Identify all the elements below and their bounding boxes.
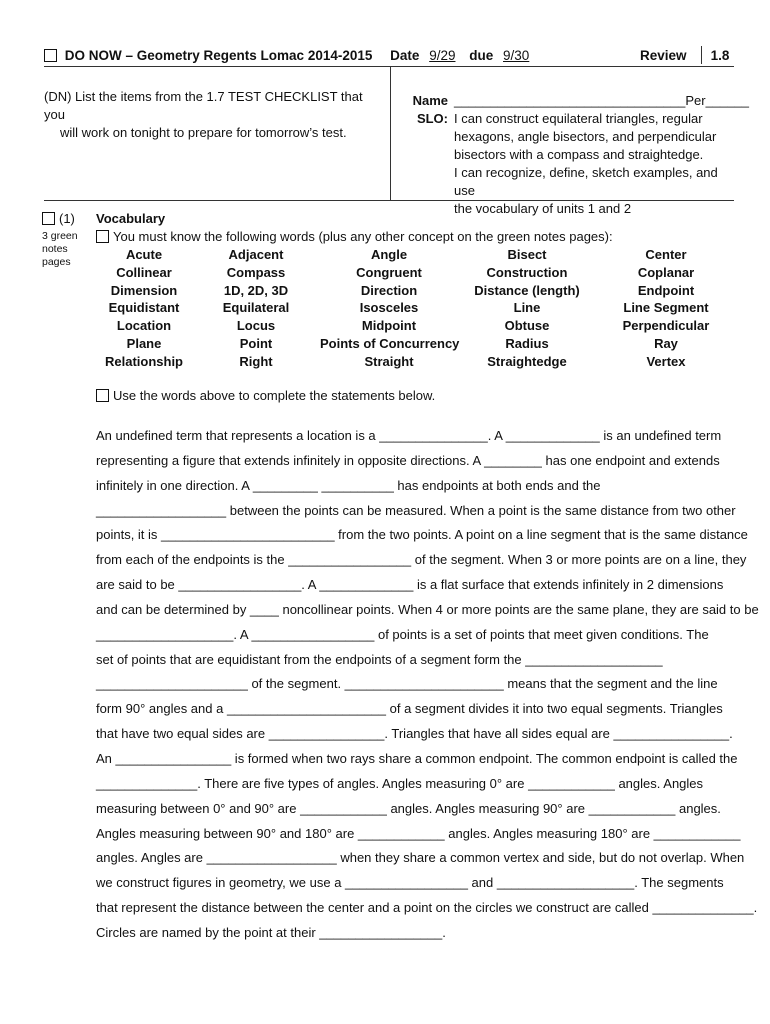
vocab-word: Locus <box>236 318 276 334</box>
vocab-word: Right <box>239 353 273 369</box>
paragraph-line[interactable]: infinitely in one direction. A _________ __________ has endpoints at both ends and the <box>96 477 601 493</box>
paragraph-line[interactable]: that have two equal sides are ________________. Triangles that have all sides equal are ________________. <box>96 726 733 742</box>
vocab-word: Vertex <box>646 353 686 369</box>
paragraph-line[interactable]: from each of the endpoints is the _________________ of the segment. When 3 or more points are on a line, they <box>96 552 747 568</box>
fill-in-paragraph <box>96 424 759 946</box>
slo-text <box>454 110 730 218</box>
paragraph-line[interactable]: form 90° angles and a ______________________ of a segment divides it into two equal segments. Triangles <box>96 701 723 717</box>
vocab-word: Location <box>116 318 172 334</box>
slo-line: I can recognize, define, sketch examples, and use <box>454 165 718 198</box>
vocabulary-heading: Vocabulary <box>96 211 166 226</box>
paragraph-line[interactable]: ______________. There are five types of angles. Angles measuring 0° are ____________ angles. Angles <box>96 775 704 791</box>
paragraph-line[interactable]: Circles are named by the point at their _________________. <box>96 924 446 940</box>
slo-label: SLO: <box>416 111 448 126</box>
vocab-word: Obtuse <box>504 318 550 334</box>
side-note-line: notes <box>42 243 68 255</box>
paragraph-line[interactable]: angles. Angles are __________________ when they share a common vertex and side, but do not overlap. When <box>96 850 745 866</box>
vocabulary-word-grid <box>96 246 736 371</box>
section-1-checkbox[interactable] <box>42 212 55 225</box>
paragraph-line[interactable]: An ________________ is formed when two rays share a common endpoint. The common endpoint is called the <box>96 750 738 766</box>
date-value: 9/29 <box>429 48 456 63</box>
paragraph-line[interactable]: _____________________ of the segment. ______________________ means that the segment and the line <box>96 676 718 692</box>
vocab-word: Adjacent <box>228 247 284 262</box>
vocab-word: Relationship <box>104 353 183 369</box>
dn-divider <box>390 67 391 201</box>
vocab-word: Line Segment <box>623 300 709 316</box>
header-underline <box>44 66 734 67</box>
paragraph-line[interactable]: set of points that are equidistant from the endpoints of a segment form the ___________________ <box>96 651 663 667</box>
vocab-word: Line <box>513 300 541 316</box>
review-divider <box>701 46 702 64</box>
worksheet-title: DO NOW – Geometry Regents Lomac 2014-2015 <box>64 48 373 63</box>
review-label: Review <box>640 48 687 63</box>
vocab-word: Equilateral <box>222 300 290 316</box>
paragraph-line[interactable]: are said to be _________________. A _____________ is a flat surface that extends infinitely in 2 dimensions <box>96 577 724 593</box>
name-field[interactable]: ________________________________Per______ <box>454 93 749 108</box>
due-label: due <box>469 48 494 63</box>
paragraph-line[interactable]: An undefined term that represents a location is a _______________. A _____________ is an undefined term <box>96 428 722 443</box>
paragraph-line[interactable]: representing a figure that extends infinitely in opposite directions. A ________ has one endpoint and extends <box>96 452 720 468</box>
vocab-word: Collinear <box>116 264 172 280</box>
use-words-text: Use the words above to complete the statements below. <box>113 388 436 403</box>
review-value: 1.8 <box>710 48 730 63</box>
vocab-word: Straightedge <box>487 353 567 369</box>
vocab-word: Center <box>645 247 687 262</box>
section-1-number: (1) <box>59 211 75 226</box>
vocab-word: Construction <box>486 264 568 280</box>
vocab-word: 1D, 2D, 3D <box>223 282 289 298</box>
paragraph-line[interactable]: ___________________. A _________________ of points is a set of points that meet given conditions. The <box>96 626 709 642</box>
vocab-word: Distance (length) <box>474 282 580 298</box>
vocab-word: Angle <box>370 247 408 262</box>
slo-line: bisectors with a compass and straightedge. <box>454 147 704 162</box>
header-bar <box>44 48 734 68</box>
date-label: Date <box>390 48 420 63</box>
vocab-word: Midpoint <box>361 318 417 334</box>
section-divider <box>44 200 734 201</box>
side-note-line: 3 green <box>42 230 78 242</box>
paragraph-line[interactable]: measuring between 0° and 90° are ____________ angles. Angles measuring 90° are ____________ angles. <box>96 800 721 816</box>
paragraph-line[interactable]: Angles measuring between 90° and 180° are ____________ angles. Angles measuring 180° are ____________ <box>96 825 741 841</box>
vocab-word: Points of Concurrency <box>320 335 460 351</box>
vocab-word: Dimension <box>110 282 178 298</box>
dn-line-1: (DN) List the items from the 1.7 TEST CHECKLIST that you <box>44 89 363 122</box>
paragraph-line[interactable]: points, it is ________________________ from the two points. A point on a line segment that is the same distance <box>96 527 748 543</box>
vocab-word: Congruent <box>356 264 422 280</box>
vocab-word: Coplanar <box>637 264 695 280</box>
vocab-word: Equidistant <box>108 300 180 316</box>
side-note-line: pages <box>42 256 71 268</box>
vocab-word: Plane <box>126 335 162 351</box>
vocab-word: Endpoint <box>637 282 695 298</box>
name-label: Name <box>412 93 448 108</box>
paragraph-line[interactable]: and can be determined by ____ noncollinear points. When 4 or more points are the same plane, they are said to be <box>96 601 759 617</box>
vocab-word: Bisect <box>507 247 547 262</box>
vocab-word: Compass <box>226 264 286 280</box>
dn-instructions <box>44 88 384 142</box>
vocabulary-instruction: You must know the following words (plus any other concept on the green notes pages): <box>113 229 613 244</box>
section-1-side <box>42 210 90 269</box>
paragraph-line[interactable]: we construct figures in geometry, we use a _________________ and ___________________. The segments <box>96 875 724 891</box>
vocab-word: Acute <box>125 247 163 262</box>
vocab-word: Radius <box>505 335 549 351</box>
vocab-word: Isosceles <box>359 300 419 316</box>
use-words-instruction <box>96 388 435 403</box>
vocab-word: Ray <box>654 335 678 351</box>
vocabulary-checkbox[interactable] <box>96 230 109 243</box>
dn-line-2: will work on tonight to prepare for tomorrow’s test. <box>60 125 347 140</box>
vocab-word: Perpendicular <box>622 318 710 334</box>
slo-line: I can construct equilateral triangles, regular <box>454 111 703 126</box>
use-words-checkbox[interactable] <box>96 389 109 402</box>
do-now-checkbox[interactable] <box>44 49 57 62</box>
paragraph-line[interactable]: __________________ between the points can be measured. When a point is the same distance from two other <box>96 502 736 518</box>
vocabulary-section <box>96 210 736 246</box>
vocab-word: Point <box>239 335 273 351</box>
vocab-word: Straight <box>364 353 414 369</box>
slo-line: hexagons, angle bisectors, and perpendicular <box>454 129 717 144</box>
paragraph-line[interactable]: that represent the distance between the center and a point on the circles we construct are called ______________. <box>96 900 758 916</box>
due-value: 9/30 <box>503 48 530 63</box>
slo-line: the vocabulary of units 1 and 2 <box>454 201 632 216</box>
vocab-word: Direction <box>360 282 418 298</box>
